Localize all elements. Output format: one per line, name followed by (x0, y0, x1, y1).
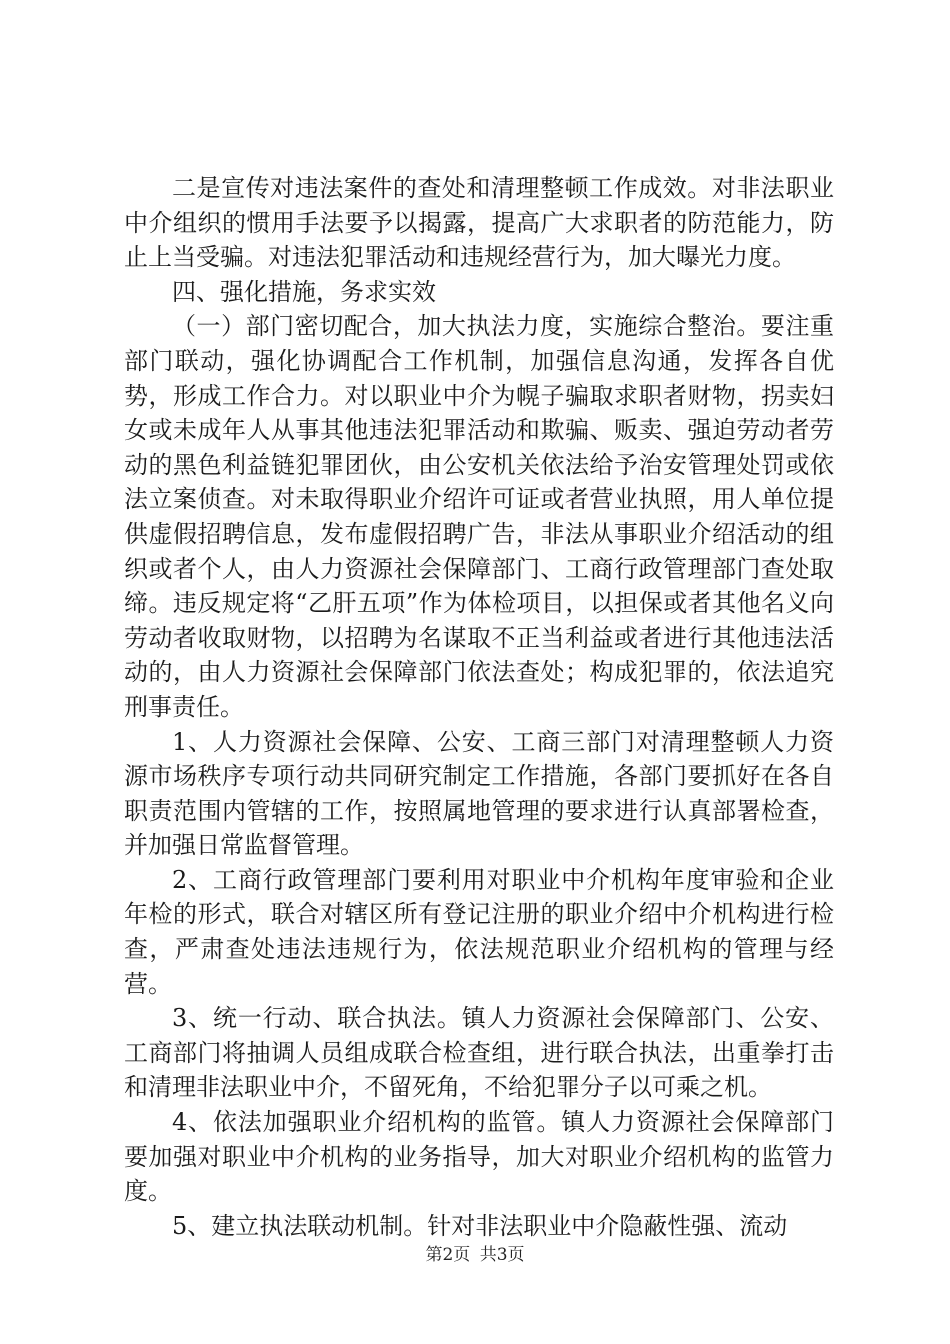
list-item-2: 2、工商行政管理部门要利用对职业中介机构年度审验和企业年检的形式，联合对辖区所有登记注册的职业介绍中介机构进行检查，严肃查处违法违规行为，依法规范职业介绍机构的管理与经营。 (124, 865, 834, 998)
list-item-4: 4、依法加强职业介绍机构的监管。镇人力资源社会保障部门要加强对职业中介机构的业务指导，加大对职业介绍机构的监管力度。 (124, 1108, 834, 1206)
page-footer (0, 1243, 950, 1267)
section-heading-measures: 四、强化措施，务求实效 (172, 277, 436, 306)
list-item-3: 3、统一行动、联合执法。镇人力资源社会保障部门、公安、工商部门将抽调人员组成联合检查组，进行联合执法，出重拳打击和清理非法职业中介，不留死角，不给犯罪分子以可乘之机。 (124, 1004, 834, 1102)
list-item-5: 5、建立执法联动机制。针对非法职业中介隐蔽性强、流动 (172, 1211, 788, 1240)
paragraph-cooperation: （一）部门密切配合，加大执法力度，实施综合整治。要注重部门联动，强化协调配合工作机制，加强信息沟通，发挥各自优势，形成工作合力。对以职业中介为幌子骗取求职者财物，拐卖妇女或未成年人从事其他违法犯罪活动和欺骗、贩卖、强迫劳动者劳动的黑色利益链犯罪团伙，由公安机关依法给予治安管理处罚或依法立案侦查。对未取得职业介绍许可证或者营业执照，用人单位提供虚假招聘信息，发布虚假招聘广告，非法从事职业介绍活动的组织或者个人，由人力资源社会保障部门、工商行政管理部门查处取缔。违反规定将“乙肝五项”作为体检项目，以担保或者其他名义向劳动者收取财物，以招聘为名谋取不正当利益或者进行其他违法活动的，由人力资源社会保障部门依法查处；构成犯罪的，依法追究刑事责任。 (124, 312, 834, 721)
document-body (124, 171, 834, 1243)
page-total: 共3页 (479, 1245, 525, 1265)
page-number: 第2页 (425, 1245, 471, 1265)
paragraph-publicity: 二是宣传对违法案件的查处和清理整顿工作成效。对非法职业中介组织的惯用手法要予以揭露，提高广大求职者的防范能力，防止上当受骗。对违法犯罪活动和违规经营行为，加大曝光力度。 (124, 174, 834, 272)
list-item-1: 1、人力资源社会保障、公安、工商三部门对清理整顿人力资源市场秩序专项行动共同研究制定工作措施，各部门要抓好在各自职责范围内管辖的工作，按照属地管理的要求进行认真部署检查，并加强日常监督管理。 (124, 727, 834, 860)
